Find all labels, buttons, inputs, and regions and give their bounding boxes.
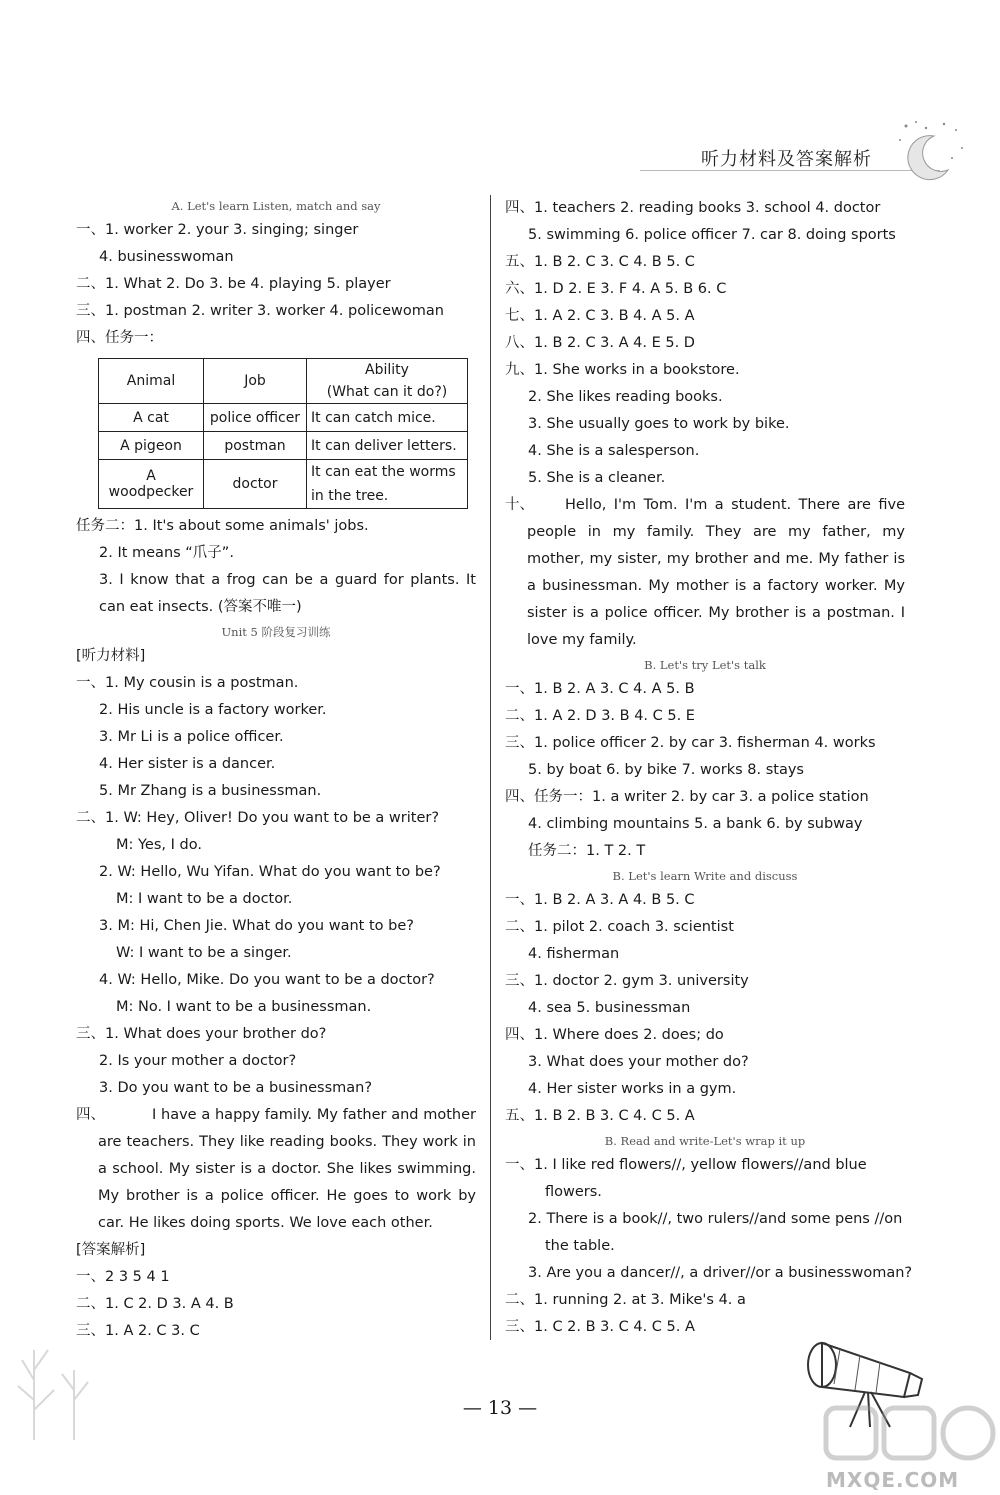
section-heading: A. Let's learn Listen, match and say xyxy=(171,199,381,213)
answer-line: 四、1. Where does 2. does; do xyxy=(505,1027,724,1043)
answer-line: 任务二：1. T 2. T xyxy=(528,843,646,859)
running-header-title: 听力材料及答案解析 xyxy=(701,149,872,170)
answer-line: 任务二：1. It's about some animals' jobs. xyxy=(76,518,369,534)
answer-line: 4. Her sister works in a gym. xyxy=(528,1081,737,1097)
script-line: 二、1. W: Hey, Oliver! Do you want to be a writer? xyxy=(76,810,440,826)
answer-line: 4. sea 5. businessman xyxy=(528,1000,691,1016)
script-line: 三、1. What does your brother do? xyxy=(76,1026,327,1042)
item-label: 十、 xyxy=(505,497,534,513)
answer-line: 4. She is a salesperson. xyxy=(528,443,700,459)
answer-line: 5. swimming 6. police officer 7. car 8. doing sports xyxy=(528,227,896,243)
answer-line: 三、1. doctor 2. gym 3. university xyxy=(505,973,749,989)
answer-line: 二、1. A 2. D 3. B 4. C 5. E xyxy=(505,708,695,724)
table-cell: postman xyxy=(204,432,307,460)
section-heading: B. Read and write-Let's wrap it up xyxy=(604,1134,806,1148)
answer-line: 一、1. B 2. A 3. A 4. B 5. C xyxy=(505,892,695,908)
answer-line: 四、任务一： xyxy=(76,330,163,346)
page-number: — 13 — xyxy=(462,1397,538,1419)
left-column xyxy=(76,195,476,1345)
table-cell: It can eat the worms in the tree. xyxy=(307,460,468,509)
table-header-row xyxy=(99,359,468,404)
script-line: W: I want to be a singer. xyxy=(116,945,292,961)
table-cell: doctor xyxy=(204,460,307,509)
script-line: M: Yes, I do. xyxy=(116,837,202,853)
ability-subheader: (What can it do?) xyxy=(326,384,448,400)
tree-illustration-icon xyxy=(14,1290,134,1450)
paragraph-text: I have a happy family. My father and mother are teachers. They like reading books. They work in a school. My sister is a doctor. She likes swimming. My brother is a police officer. He goes to work by car. He likes doing sports. We love each other. xyxy=(98,1107,476,1231)
answer-line: 四、任务一：1. a writer 2. by car 3. a police station xyxy=(505,789,869,805)
answer-line: 三、1. police officer 2. by car 3. fisherman 4. works xyxy=(505,735,876,751)
answer-line: 三、1. C 2. B 3. C 4. C 5. A xyxy=(505,1319,695,1335)
ability-header: Ability xyxy=(365,362,409,378)
section-label: [答案解析] xyxy=(76,1242,146,1258)
table-header-cell xyxy=(307,359,468,404)
answer-line: 二、1. C 2. D 3. A 4. B xyxy=(76,1296,234,1312)
script-line: 3. Mr Li is a police officer. xyxy=(99,729,284,745)
script-line: 2. Is your mother a doctor? xyxy=(99,1053,297,1069)
table-cell: A cat xyxy=(99,404,204,432)
table-cell: police officer xyxy=(204,404,307,432)
script-paragraph xyxy=(76,1102,476,1237)
answer-line: 二、1. What 2. Do 3. be 4. playing 5. player xyxy=(76,276,391,292)
answer-line: 六、1. D 2. E 3. F 4. A 5. B 6. C xyxy=(505,281,727,297)
script-line: 3. M: Hi, Chen Jie. What do you want to be? xyxy=(99,918,414,934)
answer-paragraph: 3. I know that a frog can be a guard for plants. It can eat insects. (答案不唯一) xyxy=(99,572,476,615)
table-cell: It can deliver letters. xyxy=(307,432,468,460)
table-cell: A woodpecker xyxy=(99,460,204,509)
answer-line: 五、1. B 2. B 3. C 4. C 5. A xyxy=(505,1108,695,1124)
table-cell: A pigeon xyxy=(99,432,204,460)
answer-line: 七、1. A 2. C 3. B 4. A 5. A xyxy=(505,308,695,324)
answer-line: 4. fisherman xyxy=(528,946,620,962)
script-line: 3. Do you want to be a businessman? xyxy=(99,1080,373,1096)
table-row xyxy=(99,460,468,509)
answer-line: 4. businesswoman xyxy=(99,249,234,265)
table-row xyxy=(99,432,468,460)
script-line: 4. Her sister is a dancer. xyxy=(99,756,276,772)
answer-line: 2. There is a book//, two rulers//and some pens //on xyxy=(528,1211,903,1227)
answer-line: 一、1. worker 2. your 3. singing; singer xyxy=(76,222,359,238)
answer-line: 二、1. pilot 2. coach 3. scientist xyxy=(505,919,734,935)
item-label: 四、 xyxy=(76,1107,105,1123)
right-column xyxy=(505,195,913,1341)
answer-line: 九、1. She works in a bookstore. xyxy=(505,362,740,378)
section-label: [听力材料] xyxy=(76,648,146,664)
answer-line: 一、1. B 2. A 3. C 4. A 5. B xyxy=(505,681,695,697)
moon-icon xyxy=(886,118,966,188)
answer-line: 八、1. B 2. C 3. A 4. E 5. D xyxy=(505,335,695,351)
answer-line: 4. climbing mountains 5. a bank 6. by subway xyxy=(528,816,863,832)
answer-line: 3. Are you a dancer//, a driver//or a businesswoman? xyxy=(528,1265,913,1281)
answer-line: 三、1. A 2. C 3. C xyxy=(76,1323,200,1339)
answer-line: 四、1. teachers 2. reading books 3. school 4. doctor xyxy=(505,200,881,216)
script-line: M: I want to be a doctor. xyxy=(116,891,293,907)
script-paragraph xyxy=(505,492,905,654)
answer-line: 2. It means “爪子”. xyxy=(99,545,234,561)
answer-line: 3. She usually goes to work by bike. xyxy=(528,416,790,432)
table-cell: It can catch mice. xyxy=(307,404,468,432)
script-line: M: No. I want to be a businessman. xyxy=(116,999,372,1015)
column-divider xyxy=(490,195,491,1340)
answer-line: 3. What does your mother do? xyxy=(528,1054,749,1070)
section-heading: B. Let's try Let's talk xyxy=(644,658,766,672)
script-line: 2. His uncle is a factory worker. xyxy=(99,702,327,718)
answer-line: 一、2 3 5 4 1 xyxy=(76,1269,170,1285)
answer-line: 三、1. postman 2. writer 3. worker 4. policewoman xyxy=(76,303,444,319)
script-line: 4. W: Hello, Mike. Do you want to be a doctor? xyxy=(99,972,435,988)
answer-line: the table. xyxy=(545,1238,615,1254)
answer-line: 5. She is a cleaner. xyxy=(528,470,666,486)
script-line: 5. Mr Zhang is a businessman. xyxy=(99,783,322,799)
watermark-text: MXQE.COM xyxy=(826,1468,960,1492)
table-header-cell: Job xyxy=(204,359,307,404)
table-header-cell: Animal xyxy=(99,359,204,404)
paragraph-text: Hello, I'm Tom. I'm a student. There are five people in my family. They are my father, my mother, my sister, my brother and me. My father is a businessman. My mother is a factory worker. My sister is a police officer. My brother is a postman. I love my family. xyxy=(527,497,905,648)
script-line: 一、1. My cousin is a postman. xyxy=(76,675,299,691)
animal-jobs-table xyxy=(98,358,468,509)
answer-line: 5. by boat 6. by bike 7. works 8. stays xyxy=(528,762,804,778)
answer-line: 二、1. running 2. at 3. Mike's 4. a xyxy=(505,1292,746,1308)
script-line: 2. W: Hello, Wu Yifan. What do you want to be? xyxy=(99,864,441,880)
answer-line: 五、1. B 2. C 3. C 4. B 5. C xyxy=(505,254,695,270)
answer-line: flowers. xyxy=(545,1184,602,1200)
section-heading: B. Let's learn Write and discuss xyxy=(612,869,798,883)
unit-heading: Unit 5 阶段复习训练 xyxy=(221,625,331,639)
table-row xyxy=(99,404,468,432)
answer-line: 一、1. I like red flowers//, yellow flowers//and blue xyxy=(505,1157,867,1173)
answer-line: 2. She likes reading books. xyxy=(528,389,723,405)
